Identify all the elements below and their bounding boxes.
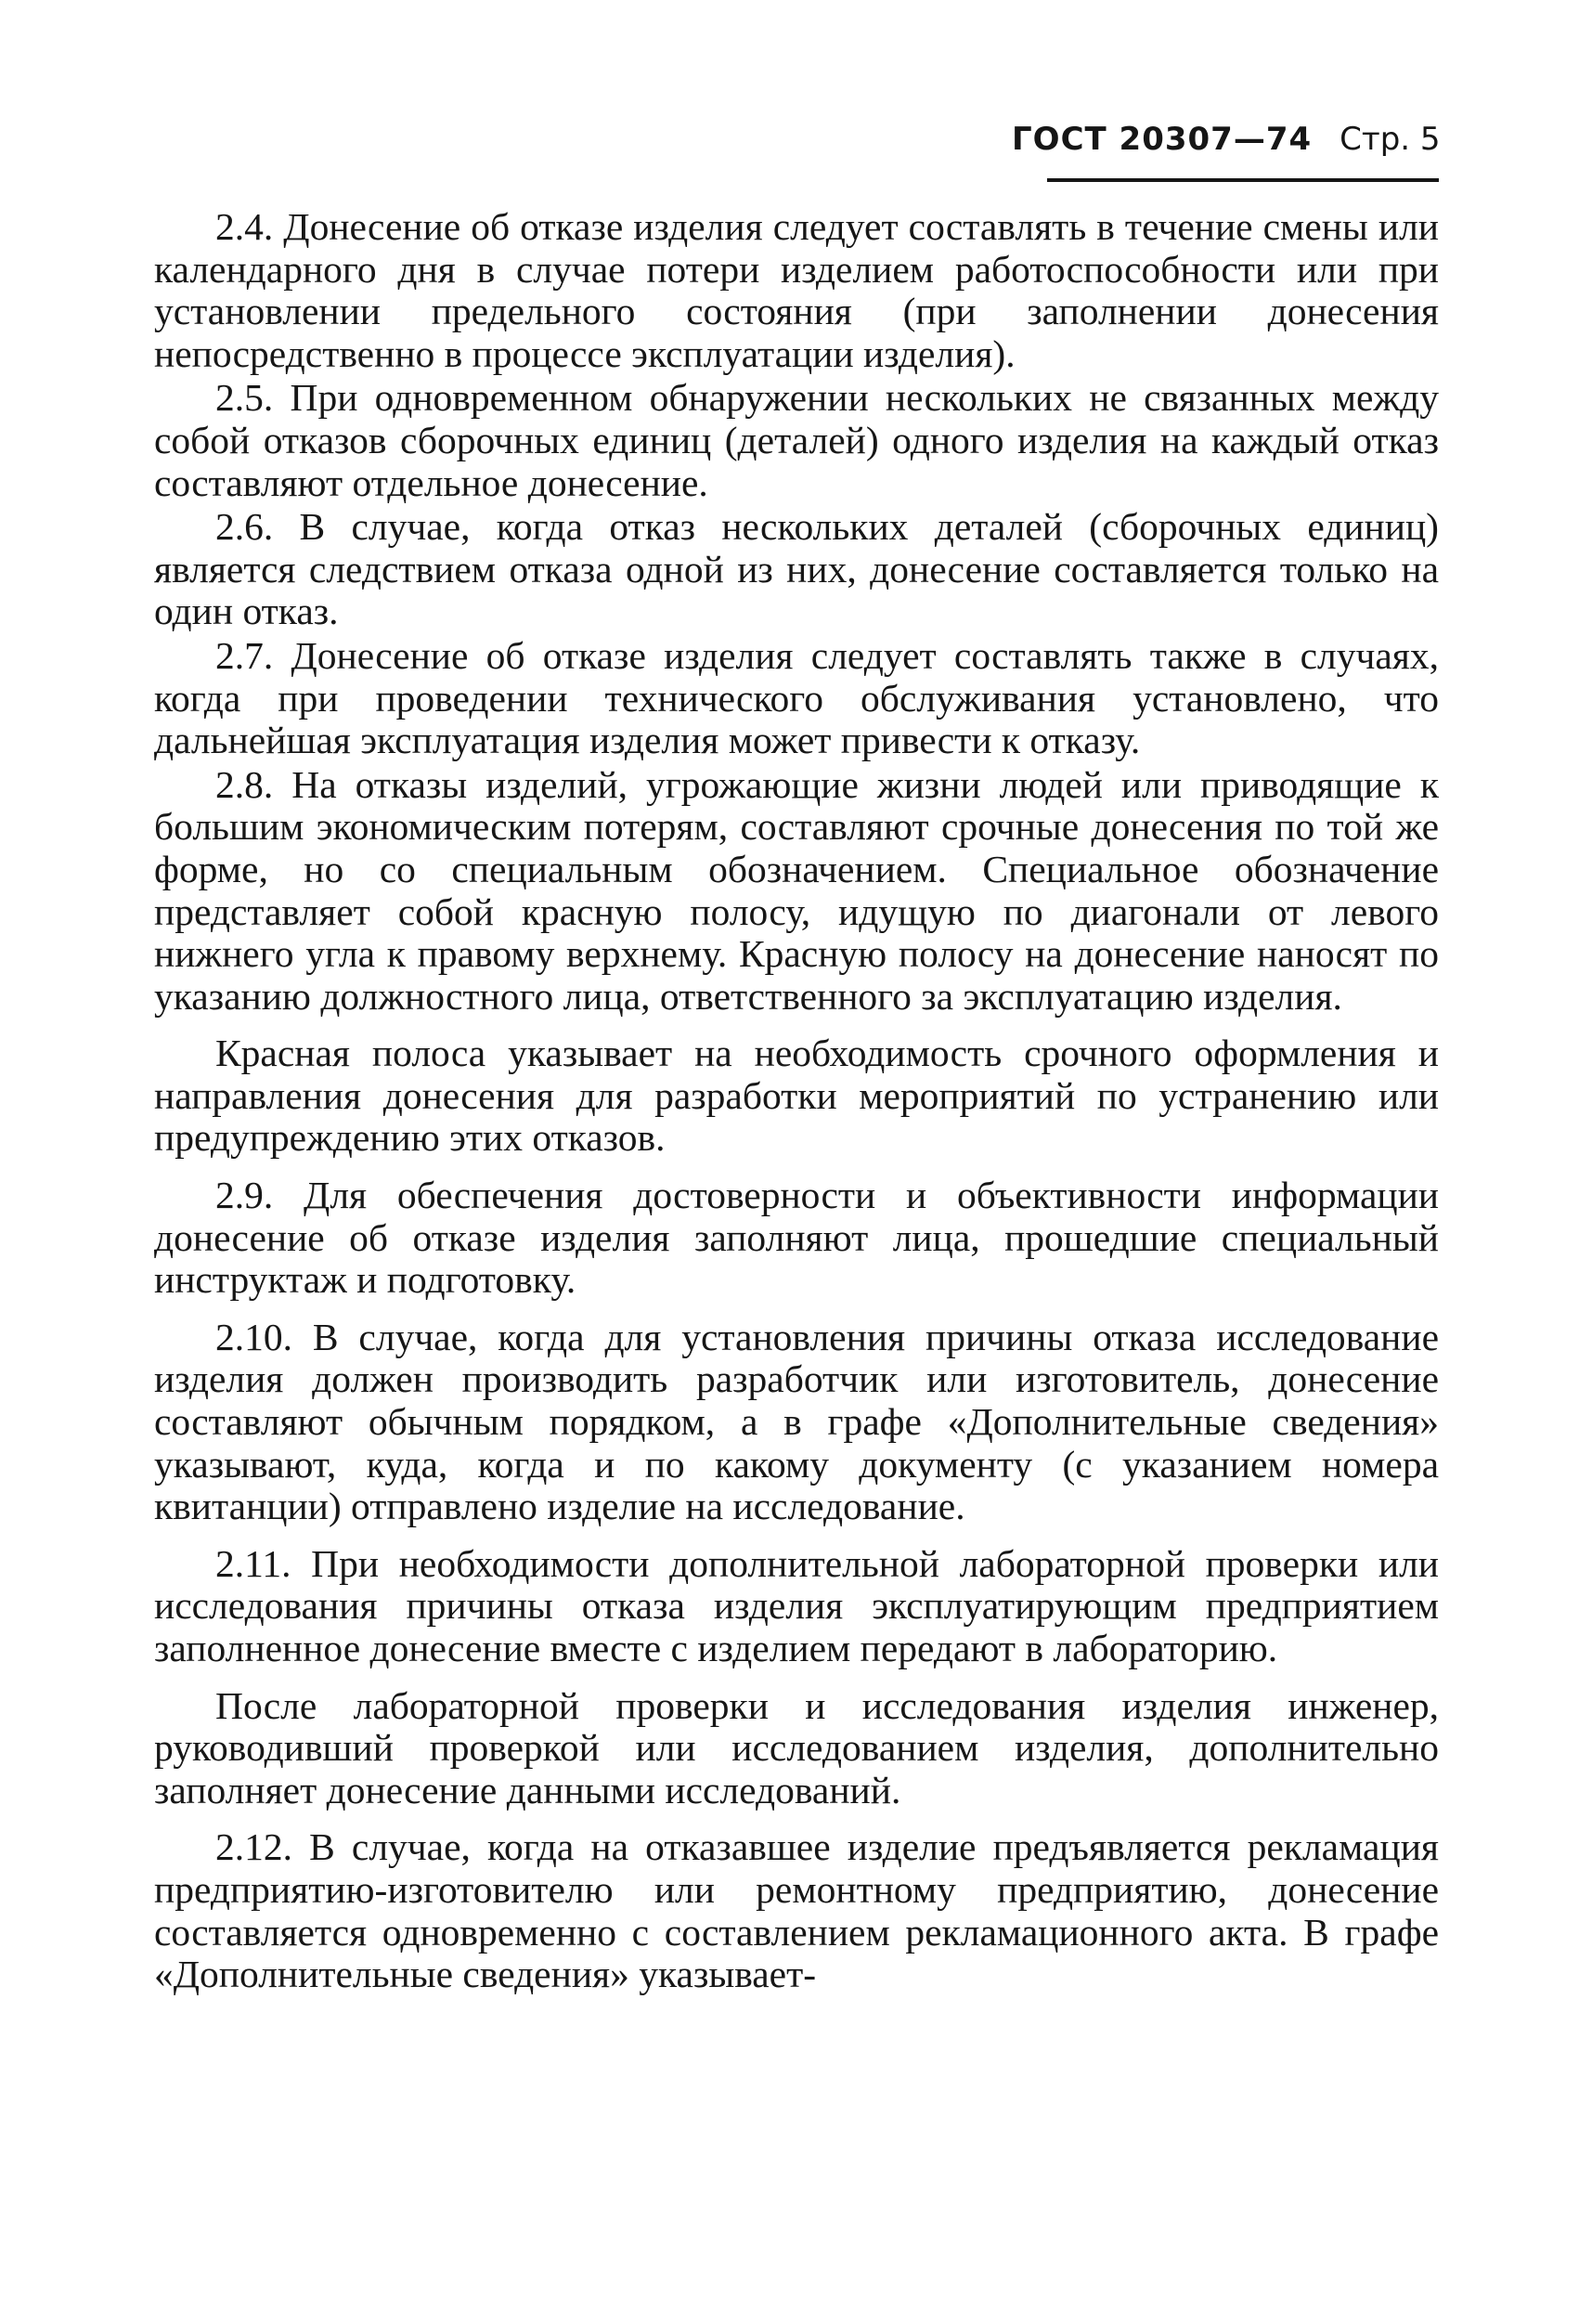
page-header xyxy=(1012,121,1439,186)
paragraph-2-6: 2.6. В случае, когда отказ нескольких деталей (сборочных единиц) является следствием отказа одной из них, донесение составляется только на один отказ. xyxy=(154,505,1439,633)
paragraph-2-11: 2.11. При необходимости дополнительной лабораторной проверки или исследования причины отказа изделия эксплуатирующим предприятием заполненное донесение вместе с изделием передают в лабораторию. xyxy=(154,1541,1439,1669)
paragraph-2-8: 2.8. На отказы изделий, угрожающие жизни людей или приводящие к большим экономическим потерям, составляют срочные донесения по той же форме, но со специальным обозначением. Специальное обозначение представляет собой красную полосу, идущую по диагонали от левого нижнего угла к правому верхнему. Красную полосу на донесение наносят по указанию должностного лица, ответственного за эксплуатацию изделия. xyxy=(154,762,1439,1018)
paragraph-2-4: 2.4. Донесение об отказе изделия следует составлять в течение смены или календарного дня в случае потери изделием работоспособности или при установлении предельного состояния (при заполнении донесения непосредственно в процессе эксплуатации изделия). xyxy=(154,205,1439,375)
paragraph-lab-check: После лабораторной проверки и исследования изделия инженер, руководивший проверкой или исследованием изделия, дополнительно заполняет донесение данными исследований. xyxy=(154,1683,1439,1811)
document-body xyxy=(154,206,1439,1996)
paragraph-2-12: 2.12. В случае, когда на отказавшее изделие предъявляется рекламация предприятию-изготовителю или ремонтному предприятию, донесение составляется одновременно с составлением рекламационного акта. В графе «Дополнительные сведения» указывает- xyxy=(154,1825,1439,1996)
paragraph-red-stripe: Красная полоса указывает на необходимость срочного оформления и направления донесения для разработки мероприятий по устранению или предупреждению этих отказов. xyxy=(154,1032,1439,1160)
standard-number: ГОСТ 20307—74 xyxy=(1012,121,1313,158)
paragraph-2-5: 2.5. При одновременном обнаружении нескольких не связанных между собой отказов сборочных единиц (деталей) одного изделия на каждый отказ составляют отдельное донесение. xyxy=(154,376,1439,504)
paragraph-2-9: 2.9. Для обеспечения достоверности и объективности информации донесение об отказе изделия заполняют лица, прошедшие специальный инструктаж и подготовку. xyxy=(154,1174,1439,1302)
paragraph-2-10: 2.10. В случае, когда для установления причины отказа исследование изделия должен производить разработчик или изготовитель, донесение составляют обычным порядком, а в графе «Дополнительные сведения» указывают, куда, когда и по какому документу (с указанием номера квитанции) отправлено изделие на исследование. xyxy=(154,1315,1439,1528)
header-rule xyxy=(1047,178,1439,182)
page-number: Стр. 5 xyxy=(1340,121,1441,158)
paragraph-2-7: 2.7. Донесение об отказе изделия следует составлять также в случаях, когда при проведении технического обслуживания установлено, что дальнейшая эксплуатация изделия может привести к отказу. xyxy=(154,633,1439,762)
